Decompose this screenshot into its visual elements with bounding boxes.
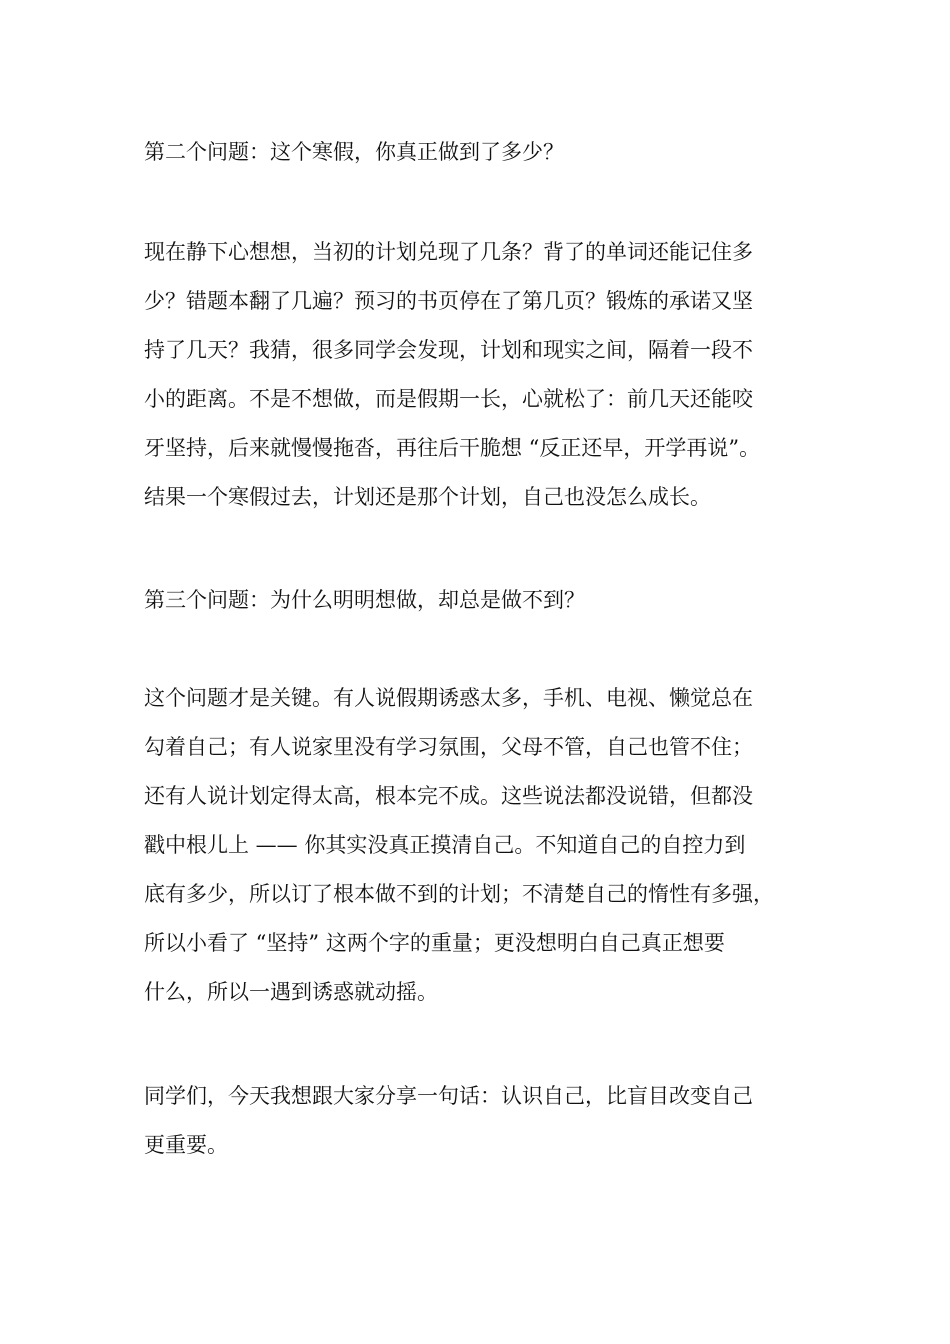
paragraph-line: 牙坚持，后来就慢慢拖沓，再往后干脆想 “反正还早，开学再说”。 — [144, 436, 761, 460]
paragraph-line: 还有人说计划定得太高，根本完不成。这些说法都没说错，但都没 — [144, 784, 753, 808]
paragraph-line: 持了几天？我猜，很多同学会发现，计划和现实之间，隔着一段不 — [144, 338, 753, 362]
paragraph-line: 结果一个寒假过去，计划还是那个计划，自己也没怎么成长。 — [144, 485, 711, 509]
paragraph-line: 所以小看了 “坚持” 这两个字的重量；更没想明白自己真正想要 — [144, 931, 725, 955]
paragraph-reflection — [144, 228, 834, 522]
paragraph-line: 勾着自己；有人说家里没有学习氛围，父母不管，自己也管不住； — [144, 735, 753, 759]
paragraph-line: 底有多少，所以订了根本做不到的计划；不清楚自己的惰性有多强， — [144, 882, 774, 906]
paragraph-line: 少？错题本翻了几遍？预习的书页停在了第几页？锻炼的承诺又坚 — [144, 289, 753, 313]
heading-line: 第二个问题：这个寒假，你真正做到了多少？ — [144, 140, 564, 164]
question-two-heading — [144, 128, 834, 177]
heading-line: 第三个问题：为什么明明想做，却总是做不到？ — [144, 588, 585, 612]
paragraph-conclusion — [144, 1072, 834, 1170]
paragraph-line: 小的距离。不是不想做，而是假期一长，心就松了：前几天还能咬 — [144, 387, 753, 411]
paragraph-line: 什么，所以一遇到诱惑就动摇。 — [144, 980, 438, 1004]
question-three-heading — [144, 576, 834, 625]
paragraph-line: 更重要。 — [144, 1133, 228, 1157]
paragraph-line: 现在静下心想想，当初的计划兑现了几条？背了的单词还能记住多 — [144, 240, 753, 264]
paragraph-line: 这个问题才是关键。有人说假期诱惑太多，手机、电视、懒觉总在 — [144, 686, 753, 710]
paragraph-line: 同学们，今天我想跟大家分享一句话：认识自己，比盲目改变自己 — [144, 1084, 753, 1108]
paragraph-key-question — [144, 674, 834, 1017]
paragraph-line: 戳中根儿上 —— 你其实没真正摸清自己。不知道自己的自控力到 — [144, 833, 746, 857]
